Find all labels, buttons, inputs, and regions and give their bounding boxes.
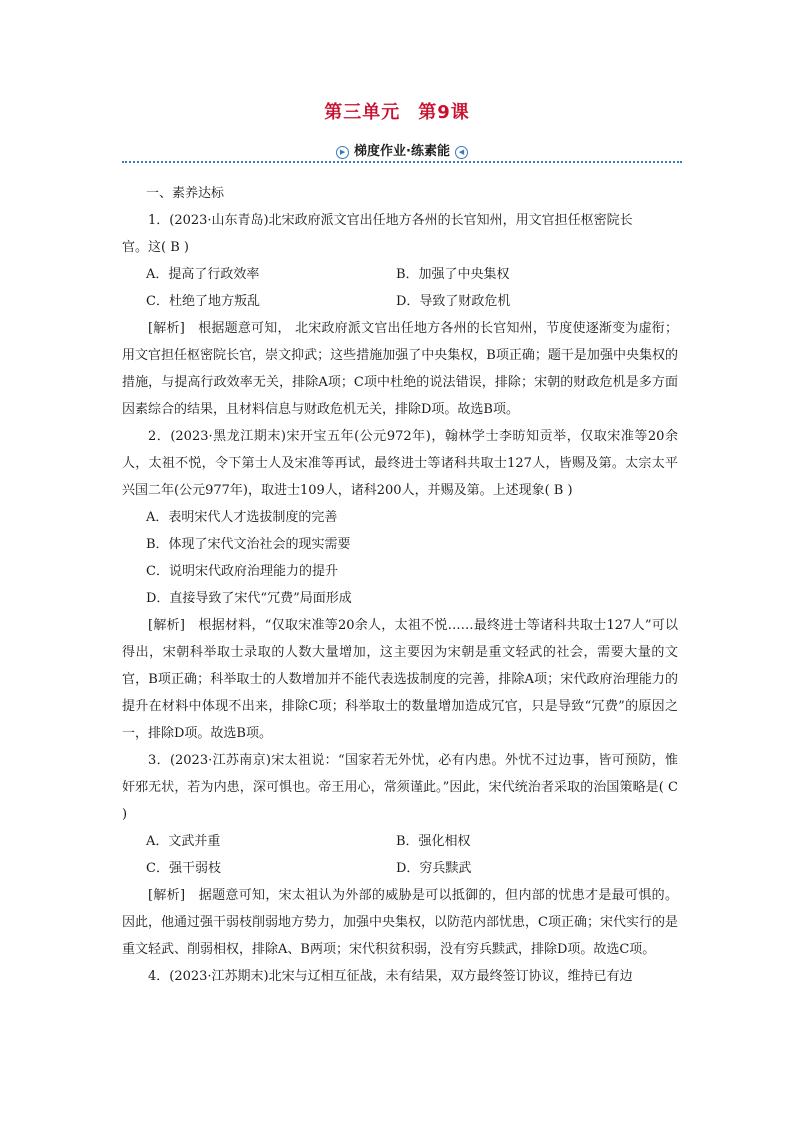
play-right-icon: ▶ [336, 146, 349, 159]
dotted-divider [122, 161, 682, 163]
option: C．强干弱枝 [146, 861, 221, 876]
question-content [122, 180, 678, 990]
unit-label: 第三单元 [324, 102, 401, 123]
option: D．导致了财政危机 [396, 294, 511, 309]
question-3-options-row-2 [122, 855, 678, 882]
option: B．体现了宋代文治社会的现实需要 [146, 537, 351, 552]
question-1-stem: 1．(2023·山东青岛)北宋政府派文官出任地方各州的长官知州，用文官担任枢密院长 [148, 213, 633, 228]
question-2-analysis: [解析] 根据材料，“仅取宋准等20余人，太祖不悦……最终进士等诸科共取士127人”可以得出，宋朝科举取士录取的人数大量增加，这主要因为宋朝是重文轻武的社会，需要大量的文官，B项正确；科举取士的人数增加并不能代表选拔制度的完善，排除A项；宋代政府治理能力的提升在材料中体现不出来，排除C项；科举取士的数量增加造成冗官，只是导致“冗费”的原因之一，排除D项。故选B项。 [122, 618, 678, 741]
option: B．强化相权 [396, 834, 471, 849]
option: C．说明宋代政府治理能力的提升 [146, 564, 338, 579]
option: A．文武并重 [146, 834, 221, 849]
play-left-icon: ◀ [455, 146, 468, 159]
option: B．加强了中央集权 [396, 267, 510, 282]
banner-label: 梯度作业·练素能 [354, 144, 450, 159]
question-1-options-row-2 [122, 288, 678, 315]
question-4-stem: 4．(2023·江苏期末)北宋与辽相互征战，未有结果，双方最终签订协议，维持已有边 [148, 969, 633, 984]
question-2-stem: 2．(2023·黑龙江期末)宋开宝五年(公元972年)，翰林学士李昉知贡举，仅取宋准等20余人，太祖不悦，令下第士人及宋准等再试，最终进士等诸科共取士127人，皆赐及第。太宗太平兴国二年(公元977年)，取进士109人，诸科200人，并赐及第。上述现象( B ) [122, 429, 678, 498]
question-3-stem: 3．(2023·江苏南京)宋太祖说：“国家若无外忧，必有内患。外忧不过边事，皆可预防，惟奸邪无状，若为内患，深可惧也。帝王用心，常须谨此。”因此，宋代统治者采取的治国策略是( C ) [122, 753, 678, 822]
option: A．提高了行政效率 [146, 267, 260, 282]
question-1-analysis: [解析] 根据题意可知， 北宋政府派文官出任地方各州的长官知州，节度使逐渐变为虚衔；用文官担任枢密院长官，崇文抑武；这些措施加强了中央集权，B项正确；题干是加强中央集权的措施，与提高行政效率无关，排除A项；C项中杜绝的说法错误，排除；宋朝的财政危机是多方面因素综合的结果，且材料信息与财政危机无关，排除D项。故选B项。 [122, 321, 678, 417]
option: D．穷兵黩武 [396, 861, 472, 876]
page-title [0, 98, 794, 124]
question-1-options-row-1 [122, 261, 678, 288]
lesson-label: 第9课 [418, 102, 470, 123]
section-banner [122, 140, 682, 164]
question-3-options-row-1 [122, 828, 678, 855]
option: A．表明宋代人才选拔制度的完善 [146, 510, 338, 525]
question-1-stem-cont: 官。这( B ) [122, 240, 189, 255]
option: C．杜绝了地方叛乱 [146, 294, 260, 309]
section-heading: 一、素养达标 [146, 186, 225, 201]
question-3-analysis: [解析] 据题意可知，宋太祖认为外部的威胁是可以抵御的，但内部的忧患才是最可惧的。因此，他通过强干弱枝削弱地方势力，加强中央集权，以防范内部忧患，C项正确；宋代实行的是重文轻武、削弱相权，排除A、B两项；宋代积贫积弱，没有穷兵黩武，排除D项。故选C项。 [122, 888, 678, 957]
option: D．直接导致了宋代“冗费”局面形成 [146, 591, 352, 606]
